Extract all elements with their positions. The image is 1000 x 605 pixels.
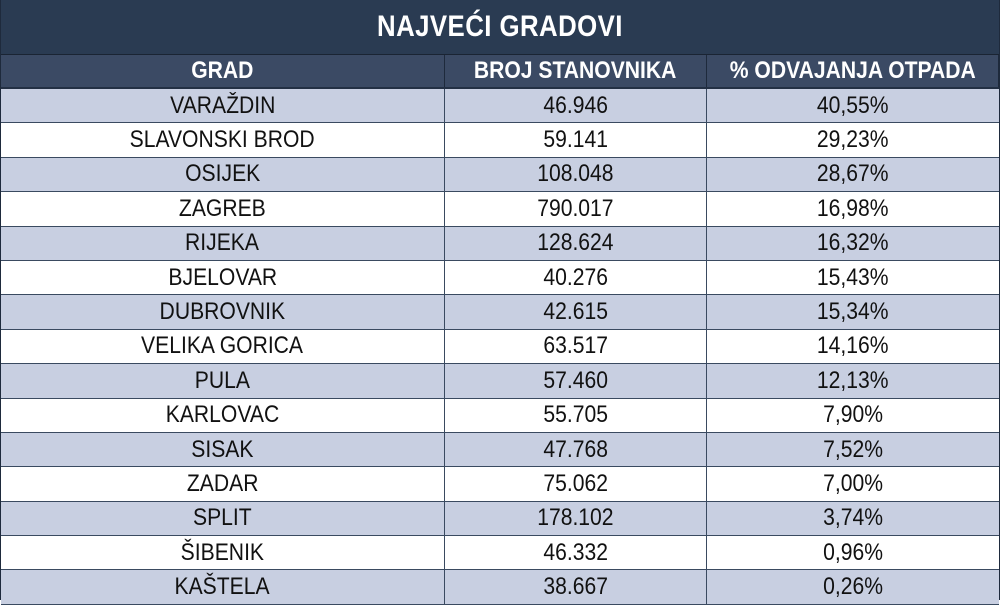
table-row	[1, 295, 999, 329]
cell-broj-stanovnika: 128.624	[445, 227, 707, 260]
table-row	[1, 158, 999, 192]
table-row	[1, 192, 999, 226]
cell-odvajanje-otpada: 28,67%	[817, 160, 889, 188]
table-row	[1, 261, 999, 295]
cell-broj-stanovnika: 790.017	[445, 192, 707, 225]
cell-grad: SLAVONSKI BROD	[1, 123, 445, 156]
cell-broj-stanovnika: 40.276	[445, 261, 707, 294]
cell-odvajanje-otpada: 0,96%	[823, 538, 883, 566]
table-row	[1, 123, 999, 157]
cell-broj-stanovnika: 55.705	[445, 399, 707, 432]
cell-grad: ŠIBENIK	[1, 536, 445, 569]
cell-odvajanje-otpada: 15,34%	[817, 298, 889, 326]
cell-grad: VELIKA GORICA	[1, 330, 445, 363]
column-header-broj-stanovnika: BROJ STANOVNIKA	[445, 55, 707, 87]
cell-broj-stanovnika: 57.460	[445, 364, 707, 397]
cell-odvajanje-otpada: 15,43%	[817, 263, 889, 291]
table-row	[1, 433, 999, 467]
cell-grad: VARAŽDIN	[1, 89, 445, 122]
cell-broj-stanovnika: 42.615	[445, 295, 707, 328]
cell-broj-stanovnika: 47.768	[445, 433, 707, 466]
table-title: NAJVEĆI GRADOVI	[1, 0, 999, 55]
cell-odvajanje-otpada: 29,23%	[817, 126, 889, 154]
cell-broj-stanovnika: 46.332	[445, 536, 707, 569]
cell-broj-stanovnika: 59.141	[445, 123, 707, 156]
cell-grad: DUBROVNIK	[1, 295, 445, 328]
cell-odvajanje-otpada: 3,74%	[823, 504, 883, 532]
cell-grad: ZAGREB	[1, 192, 445, 225]
cell-odvajanje-otpada: 7,90%	[823, 401, 883, 429]
cell-broj-stanovnika: 178.102	[445, 502, 707, 535]
cell-odvajanje-otpada: 40,55%	[817, 91, 889, 119]
cell-grad: KARLOVAC	[1, 399, 445, 432]
table-row	[1, 536, 999, 570]
cell-odvajanje-otpada: 16,98%	[817, 194, 889, 222]
cell-grad: OSIJEK	[1, 158, 445, 191]
table-row	[1, 502, 999, 536]
cell-grad: BJELOVAR	[1, 261, 445, 294]
cell-odvajanje-otpada: 14,16%	[817, 332, 889, 360]
cell-broj-stanovnika: 46.946	[445, 89, 707, 122]
column-header-odvajanje-otpada: % ODVAJANJA OTPADA	[707, 55, 999, 87]
table-row	[1, 89, 999, 123]
cell-broj-stanovnika: 108.048	[445, 158, 707, 191]
table-row	[1, 364, 999, 398]
cell-broj-stanovnika: 63.517	[445, 330, 707, 363]
cell-odvajanje-otpada: 12,13%	[817, 366, 889, 394]
header-row	[1, 55, 999, 89]
cell-grad: PULA	[1, 364, 445, 397]
table-row	[1, 227, 999, 261]
cell-grad: SISAK	[1, 433, 445, 466]
table-row	[1, 330, 999, 364]
cell-grad: ZADAR	[1, 467, 445, 500]
cell-odvajanje-otpada: 16,32%	[817, 229, 889, 257]
cell-grad: SPLIT	[1, 502, 445, 535]
cell-odvajanje-otpada: 0,26%	[823, 573, 883, 601]
column-header-grad: GRAD	[1, 55, 445, 87]
table-body	[1, 89, 999, 605]
cell-grad: KAŠTELA	[1, 570, 445, 603]
cell-broj-stanovnika: 75.062	[445, 467, 707, 500]
cell-odvajanje-otpada: 7,00%	[823, 469, 883, 497]
table-row	[1, 467, 999, 501]
table-row	[1, 399, 999, 433]
cell-broj-stanovnika: 38.667	[445, 570, 707, 603]
cell-grad: RIJEKA	[1, 227, 445, 260]
cell-odvajanje-otpada: 7,52%	[823, 435, 883, 463]
